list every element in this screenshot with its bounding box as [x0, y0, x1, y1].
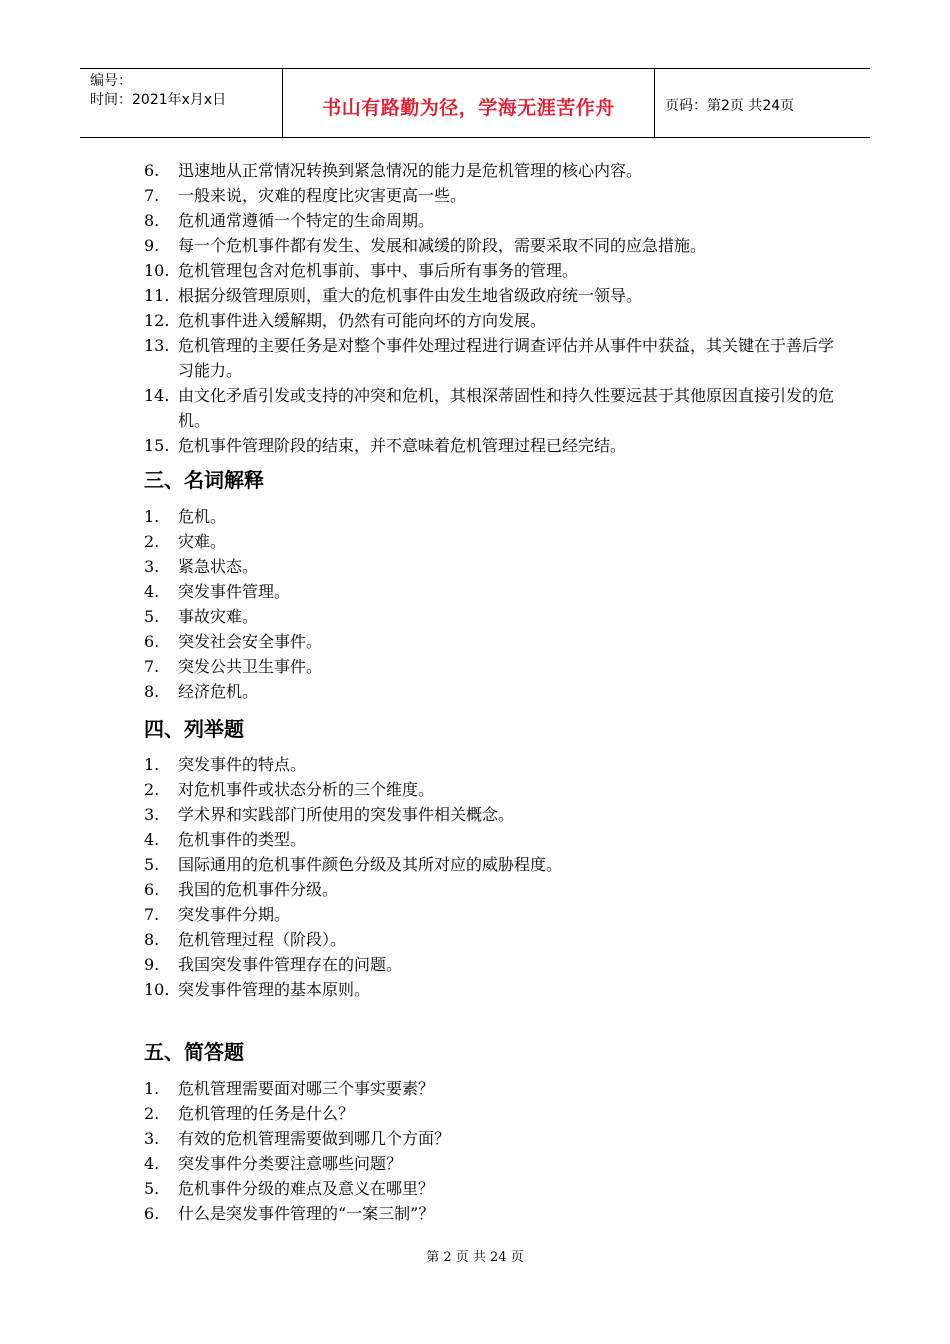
header-code-label: 编号：	[90, 73, 132, 89]
list-item-number: 6.	[144, 161, 160, 180]
list-item-text: 我国突发事件管理存在的问题。	[178, 955, 403, 974]
list-item-text: 学术界和实践部门所使用的突发事件相关概念。	[178, 805, 515, 824]
list-item-number: 2.	[144, 780, 160, 799]
list-item-number: 4.	[144, 1154, 160, 1173]
list-item-number: 3.	[144, 1129, 160, 1148]
list-item-text: 根据分级管理原则，重大的危机事件由发生地省级政府统一领导。	[178, 286, 643, 305]
list-item	[144, 927, 834, 952]
page-footer: 第 2 页 共 24 页	[426, 1250, 524, 1265]
list-item-text: 危机事件分级的难点及意义在哪里？	[178, 1179, 435, 1198]
list-item	[144, 1151, 834, 1176]
list-item	[144, 952, 834, 977]
list-item-text: 迅速地从正常情况转换到紧急情况的能力是危机管理的核心内容。	[178, 161, 643, 180]
list-item	[144, 802, 834, 827]
list-item-number: 6.	[144, 1204, 160, 1223]
section4-title: 四、列举题	[144, 717, 244, 741]
list-item-number: 7.	[144, 657, 160, 676]
list-item-text: 什么是突发事件管理的“一案三制”？	[178, 1204, 435, 1223]
list-item-text: 危机管理包含对危机事前、事中、事后所有事务的管理。	[178, 261, 579, 280]
list-item-text: 危机。	[178, 507, 227, 526]
list-item-number: 8.	[144, 930, 160, 949]
section5-list	[144, 1076, 834, 1226]
list-item-number: 6.	[144, 880, 160, 899]
list-item-text: 突发事件分类要注意哪些问题？	[178, 1154, 403, 1173]
list-item	[144, 752, 834, 777]
list-item-number: 13.	[144, 336, 170, 355]
section5-title: 五、简答题	[144, 1040, 244, 1064]
list-item-number: 5.	[144, 855, 160, 874]
list-item-number: 5.	[144, 1179, 160, 1198]
header-motto: 书山有路勤为径，学海无涯苦作舟	[322, 96, 615, 119]
list-item	[144, 158, 834, 183]
list-item-text: 经济危机。	[178, 682, 259, 701]
section2-list	[144, 158, 834, 458]
list-item	[144, 679, 834, 704]
list-item-text: 一般来说，灾难的程度比灾害更高一些。	[178, 186, 467, 205]
list-item-text: 危机事件进入缓解期，仍然有可能向坏的方向发展。	[178, 311, 547, 330]
document-body	[144, 158, 834, 1226]
list-item	[144, 1126, 834, 1151]
list-item-number: 7.	[144, 186, 160, 205]
list-item-text: 突发社会安全事件。	[178, 632, 323, 651]
list-item	[144, 579, 834, 604]
list-item-text: 危机通常遵循一个特定的生命周期。	[178, 211, 435, 230]
header-motto-cell	[283, 69, 655, 137]
list-item-text: 事故灾难。	[178, 607, 259, 626]
list-item	[144, 283, 834, 308]
list-item	[144, 554, 834, 579]
list-item-text: 危机管理的主要任务是对整个事件处理过程进行调查评估并从事件中获益，其关键在于善后学习能力。	[178, 336, 835, 380]
section3-title: 三、名词解释	[144, 468, 264, 492]
list-item	[144, 827, 834, 852]
list-item	[144, 504, 834, 529]
list-item-number: 2.	[144, 1104, 160, 1123]
list-item-number: 2.	[144, 532, 160, 551]
list-item	[144, 233, 834, 258]
list-item-number: 1.	[144, 507, 160, 526]
list-item-number: 3.	[144, 805, 160, 824]
list-item-number: 8.	[144, 682, 160, 701]
list-item-text: 危机管理过程（阶段）。	[178, 930, 347, 949]
list-item-text: 国际通用的危机事件颜色分级及其所对应的威胁程度。	[178, 855, 563, 874]
list-item-number: 6.	[144, 632, 160, 651]
list-item-text: 危机管理的任务是什么？	[178, 1104, 355, 1123]
list-item	[144, 183, 834, 208]
list-item	[144, 877, 834, 902]
list-item-text: 危机事件的类型。	[178, 830, 307, 849]
list-item	[144, 308, 834, 333]
list-item	[144, 604, 834, 629]
list-item	[144, 383, 834, 433]
list-item-text: 突发事件分期。	[178, 905, 291, 924]
header-date-label: 时间：2021年x月x日	[90, 92, 227, 108]
list-item-number: 10.	[144, 980, 170, 999]
list-item	[144, 1076, 834, 1101]
list-item-text: 突发事件管理的基本原则。	[178, 980, 371, 999]
list-item-text: 危机事件管理阶段的结束，并不意味着危机管理过程已经完结。	[178, 436, 627, 455]
list-item-number: 4.	[144, 830, 160, 849]
list-item-text: 危机管理需要面对哪三个事实要素？	[178, 1079, 435, 1098]
list-item-text: 每一个危机事件都有发生、发展和减缓的阶段，需要采取不同的应急措施。	[178, 236, 707, 255]
list-item-text: 突发事件的特点。	[178, 755, 307, 774]
list-item	[144, 433, 834, 458]
list-item-text: 有效的危机管理需要做到哪几个方面？	[178, 1129, 451, 1148]
list-item-text: 对危机事件或状态分析的三个维度。	[178, 780, 435, 799]
list-item-text: 由文化矛盾引发或支持的冲突和危机，其根深蒂固性和持久性要远甚于其他原因直接引发的危机。	[178, 386, 835, 430]
section3-list	[144, 504, 834, 704]
list-item-text: 紧急状态。	[178, 557, 259, 576]
list-item	[144, 977, 834, 1002]
list-item	[144, 1201, 834, 1226]
list-item-number: 3.	[144, 557, 160, 576]
list-item	[144, 902, 834, 927]
list-item-number: 1.	[144, 1079, 160, 1098]
list-item-text: 突发事件管理。	[178, 582, 291, 601]
header-page-cell	[655, 69, 870, 137]
page-header	[80, 68, 870, 138]
list-item	[144, 1176, 834, 1201]
list-item	[144, 1101, 834, 1126]
list-item	[144, 654, 834, 679]
list-item-number: 12.	[144, 311, 170, 330]
list-item	[144, 852, 834, 877]
list-item-number: 10.	[144, 261, 170, 280]
list-item-number: 14.	[144, 386, 170, 405]
header-page-info: 页码：第2页 共24页	[665, 98, 795, 114]
list-item	[144, 208, 834, 233]
list-item	[144, 529, 834, 554]
list-item-text: 我国的危机事件分级。	[178, 880, 339, 899]
section4-list	[144, 752, 834, 1002]
list-item-number: 9.	[144, 236, 160, 255]
list-item-number: 5.	[144, 607, 160, 626]
list-item-number: 1.	[144, 755, 160, 774]
list-item	[144, 258, 834, 283]
list-item-number: 8.	[144, 211, 160, 230]
list-item-number: 4.	[144, 582, 160, 601]
header-meta-cell	[80, 69, 283, 137]
list-item-number: 7.	[144, 905, 160, 924]
list-item-number: 11.	[144, 286, 170, 305]
list-item-number: 9.	[144, 955, 160, 974]
list-item-text: 突发公共卫生事件。	[178, 657, 323, 676]
list-item	[144, 777, 834, 802]
list-item-number: 15.	[144, 436, 170, 455]
list-item	[144, 333, 834, 383]
list-item	[144, 629, 834, 654]
list-item-text: 灾难。	[178, 532, 227, 551]
